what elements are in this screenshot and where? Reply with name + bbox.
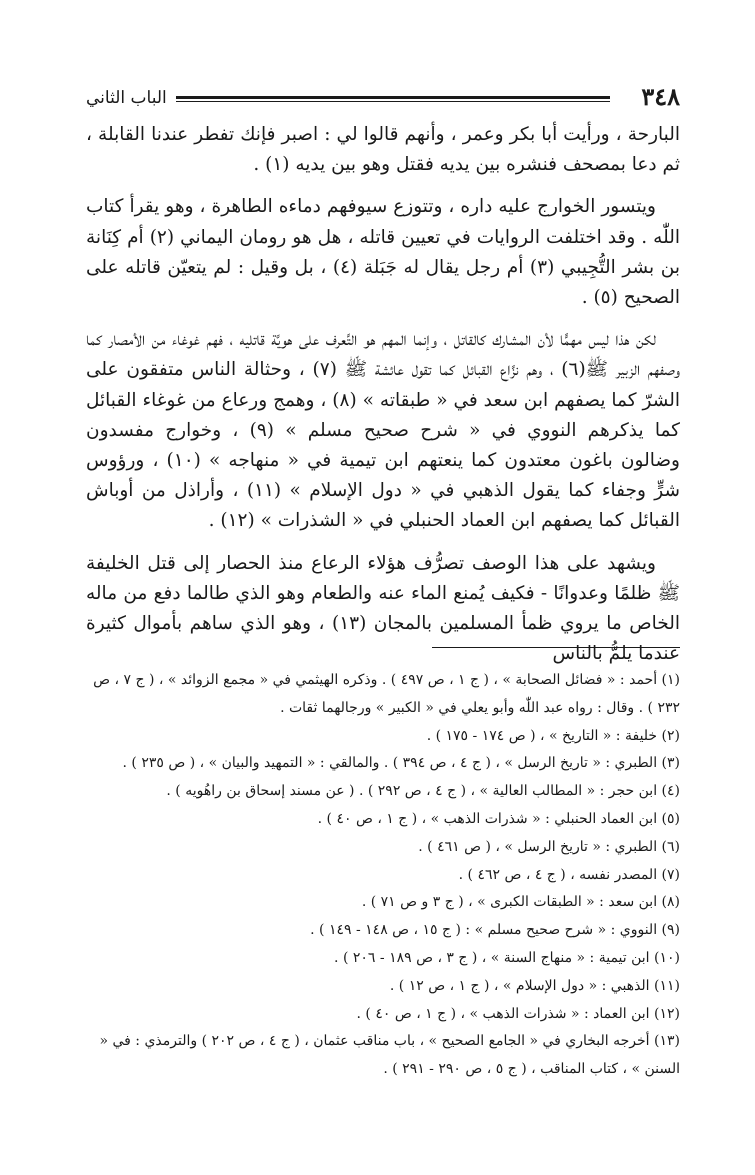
paragraph: البارحة ، ورأيت أبا بكر وعمر ، وأنهم قالوا لي : اصبر فإنك تفطر عندنا القابلة ، ثم دعا بمصحف فنشره بين يديه فقتل وهو بين يديه (١) . (86, 124, 680, 176)
footnote: (٩) النووي : « شرح صحيح مسلم » : ( ج ١٥ ، ص ١٤٨ - ١٤٩ ) . (310, 922, 680, 939)
footnotes (86, 667, 680, 1084)
footnote: (٥) ابن العماد الحنبلي : « شذرات الذهب » ، ( ج ١ ، ص ٤٠ ) . (317, 810, 680, 827)
footnote: (٤) ابن حجر : « المطالب العالية » ، ( ج ٤ ، ص ٢٩٢ ) . ( عن مسند إسحاق بن راهُويه ) . (166, 783, 680, 800)
footnote: (٧) المصدر نفسه ، ( ج ٤ ، ص ٤٦٢ ) . (458, 866, 680, 883)
header-rule (176, 96, 610, 99)
header-rule-thin (176, 101, 610, 102)
footnote: (١١) الذهبي : « دول الإسلام » ، ( ج ١ ، ص ١٢ ) . (389, 977, 680, 994)
footnote: (٢) خليفة : « التاريخ » ، ( ص ١٧٤ - ١٧٥ ) . (426, 727, 680, 744)
page-header (86, 82, 680, 116)
paragraph: ويشهد على هذا الوصف تصرُّف هؤلاء الرعاع منذ الحصار إلى قتل الخليفة ﷺ ظلمًا وعدوانًا - فكيف يُمنع الماء عنه والطعام وهو الذي طالما دفع من ماله الخاص ما يروي ظمأ المسلمين بالمجان (١٣) ، وهو الذي ساهم بأموال كثيرة عندما يلمُّ بالناس (86, 552, 680, 665)
footnote: (٦) الطبري : « تاريخ الرسل » ، ( ص ٤٦١ ) . (418, 838, 680, 855)
footnote: (٨) ابن سعد : « الطبقات الكبرى » ، ( ج ٣ و ص ٧١ ) . (361, 894, 680, 911)
main-text (86, 120, 680, 681)
footnote: (١) أحمد : « فضائل الصحابة » ، ( ج ١ ، ص ٤٩٧ ) . وذكره الهيثمي في « مجمع الزوائد » ، ( ج ٧ ، ص ٢٣٢ ) . وقال : رواه عبد اللّٰه وأبو يعلي في « الكبير » ورجالهما ثقات . (93, 672, 680, 716)
page-number: ٣٤٨ (641, 82, 680, 111)
paragraph: لكن هذا ليس مهمًّا لأن المشارك كالقاتل ، وإنما المهم هو التَّعرف على هويَّة قاتليه ، فهم غوغاء من الأمصار كما وصفهم الزبير ﷺ(٦) ، وهم نزَّاع القبائل كما تقول عائشة ﷺ (٧) ، وحثالة الناس متفقون على الشرّ كما يصفهم ابن سعد في « طبقاته » (٨) ، وهمج ورعاع من غوغاء القبائل كما يذكرهم النووي في « شرح صحيح مسلم » (٩) ، وخوارج مفسدون وضالون باغون معتدون كما ينعتهم ابن تيمية في « منهاجه » (١٠) ، ورؤوس شرٍّ وجفاء كما يقول الذهبي في « دول الإسلام » (١١) ، وأراذل من أوباش القبائل كما يصفهم ابن العماد الحنبلي في « الشذرات » (١٢) . (86, 329, 681, 532)
chapter-title: الباب الثاني (86, 88, 167, 108)
footnote: (٣) الطبري : « تاريخ الرسل » ، ( ج ٤ ، ص ٣٩٤ ) . والمالقي : « التمهيد والبيان » ، ( ص ٢٣٥ ) . (122, 755, 680, 772)
footnote: (١٢) ابن العماد : « شذرات الذهب » ، ( ج ١ ، ص ٤٠ ) . (356, 1005, 680, 1022)
footnote: (١٠) ابن تيمية : « منهاج السنة » ، ( ج ٣ ، ص ١٨٩ - ٢٠٦ ) . (334, 949, 680, 966)
footnote-separator (432, 647, 680, 648)
footnote: (١٣) أخرجه البخاري في « الجامع الصحيح » ، باب مناقب عثمان ، ( ج ٤ ، ص ٢٠٢ ) والترمذي : في « السنن » ، كتاب المناقب ، ( ج ٥ ، ص ٢٩٠ - ٢٩١ ) . (99, 1033, 680, 1078)
paragraph: ويتسور الخوارج عليه داره ، وتتوزع سيوفهم دماءه الطاهرة ، وهو يقرأ كتاب اللّٰه . وقد اختلفت الروايات في تعيين قاتله ، هل هو رومان اليماني (٢) أم كِنَانة بن بشر التُّجِيبي (٣) أم رجل يقال له جَبَلة (٤) ، بل وقيل : لم يتعيّن قاتله على الصحيح (٥) . (86, 196, 680, 309)
